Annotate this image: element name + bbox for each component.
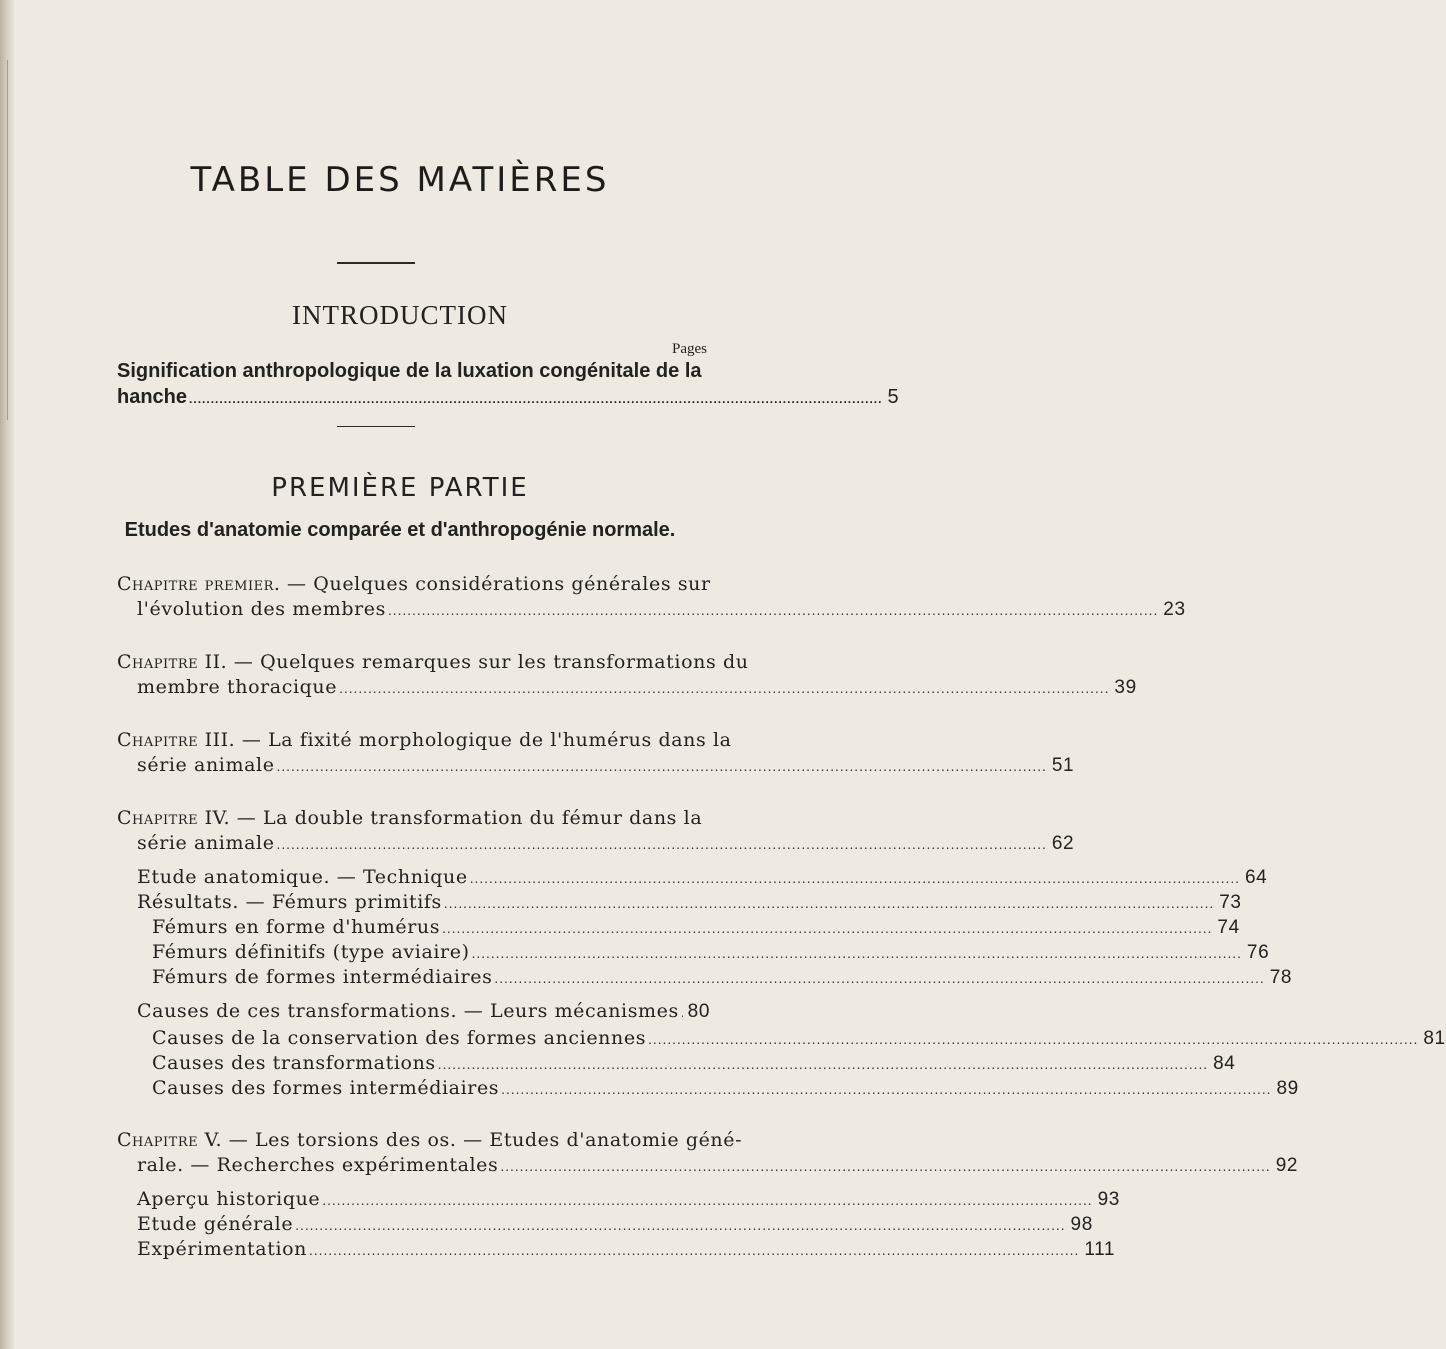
part-subtitle: Etudes d'anatomie comparée et d'anthropogénie normale.	[124, 519, 676, 541]
entry-text: rale. — Recherches expérimentales	[137, 1154, 499, 1176]
dot-leader	[681, 999, 683, 1027]
page-number: 81	[1423, 1028, 1446, 1049]
toc-section-femurs-humerus[interactable]	[152, 913, 1240, 941]
entry-text: Fémurs en forme d'humérus	[152, 916, 441, 938]
toc-chapter-3[interactable]	[137, 751, 1075, 779]
entry-text: Causes de la conservation des formes anciennes	[152, 1027, 647, 1049]
dot-leader: ................................................................................................................................................................	[494, 972, 1265, 986]
page-number: 51	[1051, 755, 1075, 776]
entry-text: — La double transformation du fémur dans la	[230, 807, 703, 829]
toc-section-experimentation[interactable]	[137, 1235, 1115, 1263]
dot-leader: ................................................................................................................................................................	[276, 838, 1047, 852]
dot-leader: ................................................................................................................................................................	[339, 682, 1110, 696]
toc-section-femurs-definitifs[interactable]	[152, 938, 1270, 966]
entry-text: Causes des transformations	[152, 1052, 436, 1074]
toc-chapter-5[interactable]	[137, 1151, 1299, 1179]
entry-text: — La fixité morphologique de l'humérus dans la	[235, 729, 732, 751]
page-number: 98	[1070, 1214, 1093, 1235]
toc-chapter-1[interactable]	[137, 595, 1186, 623]
page-number: 76	[1246, 942, 1270, 963]
dot-leader: ................................................................................................................................................................	[648, 1033, 1419, 1047]
entry-text: Aperçu historique	[137, 1188, 321, 1210]
page-number: 5	[887, 386, 899, 408]
dot-leader: ................................................................................................................................................................	[309, 1244, 1080, 1258]
toc-section-causes-formes-intermediaires[interactable]	[152, 1074, 1299, 1102]
toc-entry-introduction-line1	[117, 357, 818, 385]
entry-text: Fémurs définitifs (type aviaire)	[152, 941, 470, 963]
entry-text: l'évolution des membres	[137, 598, 386, 620]
toc-chapter-3-line1	[117, 726, 818, 754]
page-number: 73	[1219, 892, 1242, 913]
page-title: TABLE DES MATIÈRES	[190, 160, 610, 200]
toc-section-etude-anatomique[interactable]	[137, 863, 1268, 891]
entry-text: — Quelques remarques sur les transformations du	[227, 651, 749, 673]
toc-chapter-4[interactable]	[137, 829, 1075, 857]
section-rule	[337, 426, 415, 427]
entry-text: Causes des formes intermédiaires	[152, 1077, 500, 1099]
entry-text: — Les torsions des os. — Etudes d'anatomie géné-	[222, 1129, 743, 1151]
toc-chapter-1-line1	[117, 570, 818, 598]
page-number: 93	[1097, 1189, 1120, 1210]
introduction-heading: INTRODUCTION	[292, 300, 508, 330]
toc-section-resultats[interactable]	[137, 888, 1242, 916]
dot-leader: ................................................................................................................................................................	[443, 897, 1215, 911]
entry-text: Résultats. — Fémurs primitifs	[137, 891, 442, 913]
page-number: 92	[1275, 1155, 1299, 1176]
page-number: 111	[1084, 1239, 1115, 1260]
page-number: 39	[1114, 677, 1137, 698]
page-number: 80	[687, 1001, 710, 1022]
toc-section-etude-generale[interactable]	[137, 1210, 1093, 1238]
toc-section-causes-conservation[interactable]	[152, 1024, 1446, 1052]
dot-leader: ................................................................................................................................................................	[189, 392, 883, 406]
entry-text: Expérimentation	[137, 1238, 307, 1260]
toc-section-femurs-intermediaires[interactable]	[152, 963, 1293, 991]
page-number: 64	[1245, 867, 1268, 888]
page-number: 78	[1269, 967, 1293, 988]
binding-shadow-line	[7, 60, 8, 420]
entry-text: Signification anthropologique de la luxation congénitale de la	[117, 360, 702, 382]
chapter-label: Chapitre premier.	[117, 573, 281, 595]
dot-leader: ................................................................................................................................................................	[322, 1194, 1093, 1208]
dot-leader: ................................................................................................................................................................	[276, 760, 1047, 774]
entry-text: Etude anatomique. — Technique	[137, 866, 468, 888]
page-number: 23	[1163, 599, 1186, 620]
chapter-label: Chapitre V.	[117, 1129, 223, 1151]
toc-chapter-4-line1	[117, 804, 818, 832]
entry-text: Etude générale	[137, 1213, 294, 1235]
page-number: 84	[1213, 1053, 1236, 1074]
toc-section-apercu-historique[interactable]	[137, 1185, 1120, 1213]
dot-leader: ................................................................................................................................................................	[387, 604, 1159, 618]
entry-text: Causes de ces transformations. — Leurs mécanismes	[137, 1000, 679, 1022]
pages-column-label: Pages	[672, 341, 707, 357]
dot-leader: ................................................................................................................................................................	[501, 1083, 1272, 1097]
toc-entry-introduction[interactable]	[117, 383, 899, 411]
chapter-label: Chapitre II.	[117, 651, 228, 673]
entry-text: série animale	[137, 754, 275, 776]
entry-text: série animale	[137, 832, 275, 854]
entry-text: — Quelques considérations générales sur	[280, 573, 711, 595]
page-number: 74	[1217, 917, 1240, 938]
dot-leader: ................................................................................................................................................................	[437, 1058, 1209, 1072]
dot-leader: ................................................................................................................................................................	[442, 922, 1213, 936]
entry-text: hanche	[117, 386, 188, 408]
page-number: 62	[1051, 833, 1075, 854]
chapter-label: Chapitre III.	[117, 729, 236, 751]
toc-chapter-5-line1	[117, 1126, 818, 1154]
toc-section-causes[interactable]	[137, 997, 710, 1025]
dot-leader: ................................................................................................................................................................	[295, 1219, 1066, 1233]
entry-text: membre thoracique	[137, 676, 338, 698]
dot-leader: ................................................................................................................................................................	[471, 947, 1242, 961]
entry-text: Fémurs de formes intermédiaires	[152, 966, 493, 988]
chapter-label: Chapitre IV.	[117, 807, 231, 829]
dot-leader: ................................................................................................................................................................	[469, 872, 1240, 886]
toc-chapter-2-line1	[117, 648, 818, 676]
toc-chapter-2[interactable]	[137, 673, 1137, 701]
toc-section-causes-transformations[interactable]	[152, 1049, 1236, 1077]
title-rule	[337, 262, 415, 264]
page-number: 89	[1276, 1078, 1299, 1099]
part-heading: PREMIÈRE PARTIE	[271, 473, 529, 503]
dot-leader: ................................................................................................................................................................	[500, 1160, 1271, 1174]
